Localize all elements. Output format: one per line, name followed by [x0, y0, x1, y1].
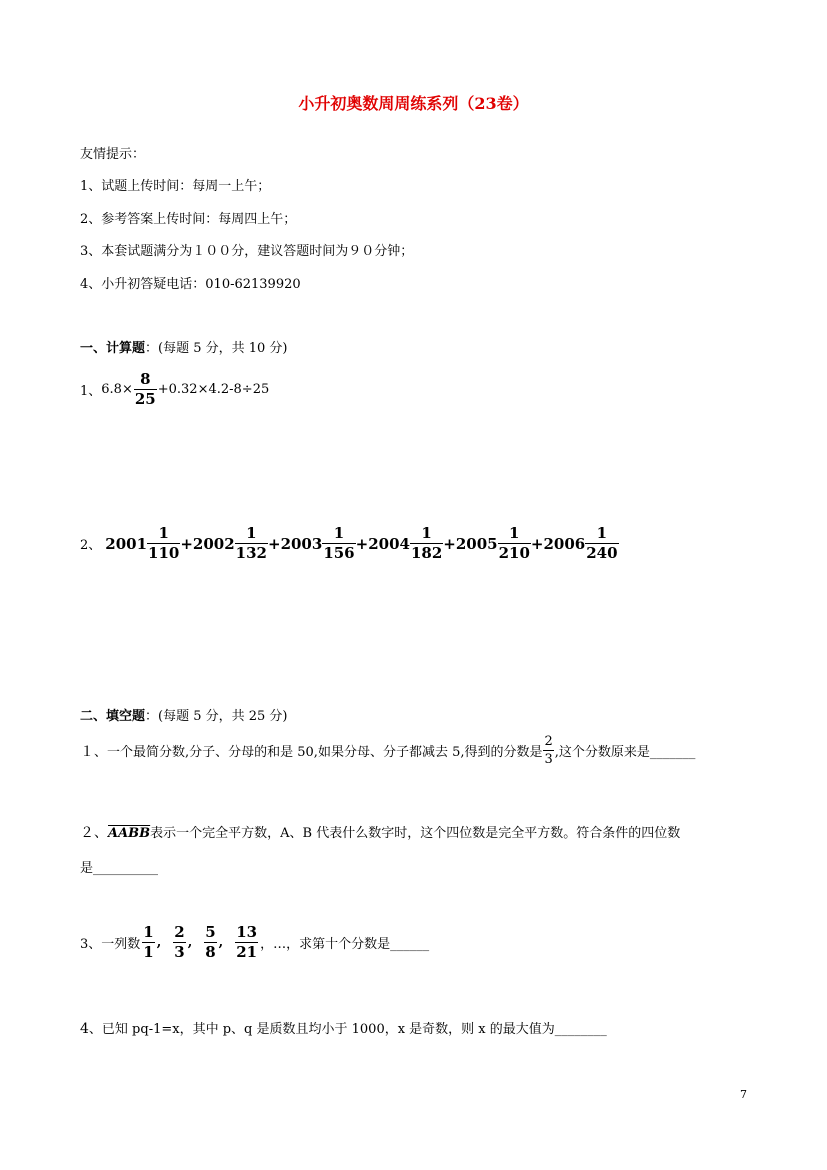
fraction	[410, 526, 443, 561]
comma: ,	[187, 935, 193, 950]
separator: 、	[94, 825, 108, 841]
denominator: 182	[410, 544, 443, 562]
plus-sign: +	[180, 534, 193, 553]
denominator: 132	[235, 544, 267, 562]
question-text-continued: 是__________	[80, 861, 159, 876]
whole-part: 2003	[280, 534, 323, 553]
tip-item: 2、参考答案上传时间：每周四上午；	[80, 212, 297, 227]
fraction	[204, 925, 216, 960]
fraction	[235, 925, 258, 960]
expression-part: 6.8×	[101, 382, 133, 397]
question-text: 、一个最简分数,分子、分母的和是 50,如果分母、分子都减去 5,得到的分数是	[94, 745, 543, 760]
plus-sign: +	[267, 534, 281, 553]
fraction	[585, 526, 618, 561]
numerator: 2	[544, 734, 553, 749]
fill-question-2	[80, 822, 680, 842]
numerator: 13	[236, 923, 258, 941]
question-number: 4	[80, 1021, 89, 1037]
comma: ,	[156, 935, 162, 950]
denominator: 156	[323, 544, 355, 562]
numerator: 1	[143, 923, 154, 941]
fill-question-4	[80, 1018, 607, 1037]
denominator: 110	[148, 544, 180, 562]
whole-part: 2006	[543, 534, 586, 553]
tip-item: 3、本套试题满分为１００分，建议答题时间为９０分钟；	[80, 244, 414, 259]
fraction	[498, 526, 531, 561]
mixed-number-sum	[105, 526, 618, 561]
fraction	[322, 526, 355, 561]
question-number: １	[80, 743, 94, 760]
section2-heading: 二、填空题	[80, 709, 146, 724]
denominator: 3	[174, 943, 185, 961]
denominator: 1	[143, 943, 154, 961]
question-text: ，…，求第十个分数是______	[260, 937, 430, 952]
question-text: 、已知 pq-1=x，其中 p、q 是质数且均小于 1000，x 是奇数，则 x 的最大值为________	[88, 1022, 607, 1037]
section2-note: ：(每题 5 分，共 25 分)	[145, 709, 288, 724]
plus-sign: +	[530, 534, 544, 553]
tip-item: 4、小升初答疑电话：010-62139920	[80, 277, 301, 292]
question-number: 2、	[80, 538, 102, 553]
page-title: 小升初奥数周周练系列（23卷）	[298, 94, 529, 113]
expression-part: +0.32×4.2-8÷25	[157, 382, 270, 397]
question-number: 1、	[80, 384, 102, 399]
question-number: ２	[80, 825, 94, 841]
numerator: 8	[140, 370, 151, 388]
page-number: 7	[740, 1088, 747, 1101]
denominator: 3	[544, 752, 553, 767]
fraction	[134, 372, 157, 407]
tips-heading: 友情提示：	[80, 147, 146, 162]
numerator: 1	[596, 524, 608, 542]
whole-part: 2005	[455, 534, 498, 553]
numerator: 1	[333, 524, 345, 542]
plus-sign: +	[355, 534, 369, 553]
numerator: 1	[158, 524, 169, 542]
section1-note: ：(每题 5 分，共 10 分)	[145, 341, 288, 356]
whole-part: 2002	[192, 534, 235, 553]
calc-question-1	[80, 372, 269, 407]
calc-question-2	[80, 526, 619, 561]
whole-part: 2004	[368, 534, 410, 553]
denominator: 8	[205, 943, 216, 961]
plus-sign: +	[443, 534, 456, 553]
question-text: 一列数	[101, 937, 141, 952]
overline-number: AABB	[108, 826, 151, 841]
comma: ,	[218, 935, 224, 950]
numerator: 5	[205, 923, 216, 941]
denominator: 240	[586, 544, 618, 562]
numerator: 1	[509, 524, 520, 542]
section1-heading: 一、计算题	[80, 341, 146, 356]
tip-item: 1、试题上传时间：每周一上午；	[80, 179, 271, 194]
question-text: ,这个分数原来是_______	[554, 745, 696, 760]
fraction	[173, 925, 185, 960]
fill-question-3	[80, 925, 429, 960]
numerator: 1	[246, 524, 257, 542]
fill-question-1	[80, 735, 695, 766]
fraction	[142, 925, 154, 960]
question-text: 表示一个完全平方数，A、B 代表什么数字时，这个四位数是完全平方数。符合条件的四位数	[150, 826, 681, 841]
fraction	[147, 526, 180, 561]
whole-part: 2001	[105, 534, 148, 553]
denominator: 21	[236, 943, 258, 961]
section2-header	[80, 705, 288, 724]
numerator: 1	[421, 524, 432, 542]
numerator: 2	[174, 923, 185, 941]
section1-header	[80, 337, 288, 356]
denominator: 25	[134, 390, 156, 408]
fraction	[543, 735, 553, 766]
denominator: 210	[498, 544, 530, 562]
fraction	[235, 526, 268, 561]
question-number: 3、	[80, 937, 102, 952]
